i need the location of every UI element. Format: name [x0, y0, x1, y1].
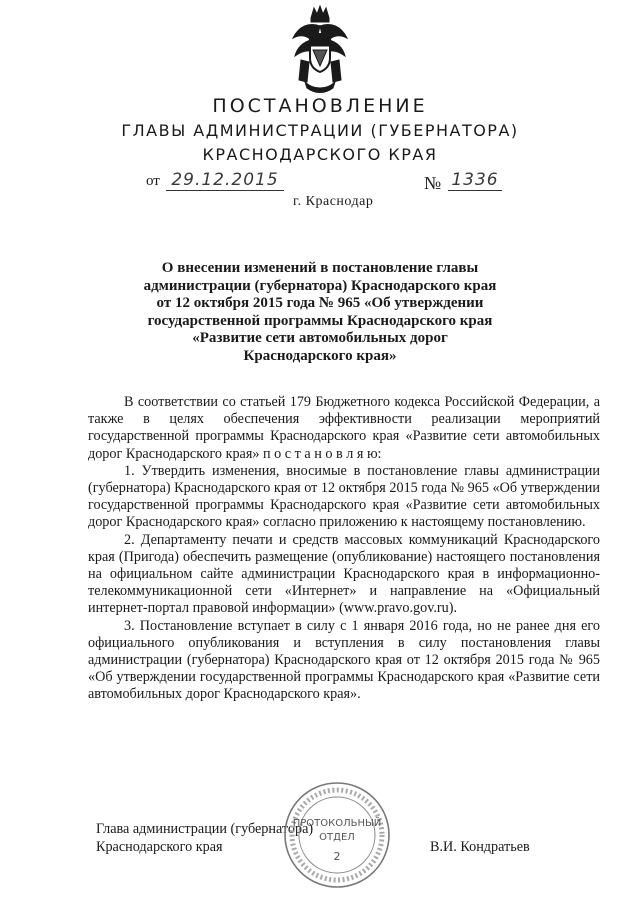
coat-of-arms-emblem: [289, 4, 351, 96]
stamp-line1: ПРОТОКОЛЬНЫЙ: [292, 818, 382, 829]
document-subtitle-line1: ГЛАВЫ АДМИНИСТРАЦИИ (ГУБЕРНАТОРА): [121, 121, 519, 140]
city-label: г. Краснодар: [293, 194, 374, 209]
number-prefix: №: [424, 173, 442, 193]
signature-name: В.И. Кондратьев: [430, 839, 530, 855]
number-handwritten: 1336: [448, 170, 502, 191]
body-paragraph: В соответствии со статьей 179 Бюджетного кодекса Российской Федерации, а также в целях обеспечения эффективности реализации мероприятий государственной программы Краснодарского края «Развитие сети автомобильных дорог Краснодарского края» п о с т а н о в л я ю:: [88, 394, 600, 462]
body-paragraph: 3. Постановление вступает в силу с 1 января 2016 года, но не ранее дня его официального опубликования и вступления в силу постановления главы администрации (губернатора) Краснодарского края от 12 октября 2015 года № 965 «Об утверждении государственной программы Краснодарского края «Развитие сети автомобильных дорог Краснодарского края».: [88, 617, 600, 703]
heading-line: государственной программы Краснодарского края: [147, 312, 493, 329]
document-body: [88, 394, 600, 704]
heading-line: от 12 октября 2015 года № 965 «Об утверждении: [156, 295, 484, 311]
stamp-number: 2: [333, 850, 341, 863]
stamp-line2: ОТДЕЛ: [319, 832, 355, 843]
heading-line: «Развитие сети автомобильных дорог: [192, 330, 448, 346]
signature-position-line2: Краснодарского края: [96, 839, 223, 855]
document-heading: [130, 260, 510, 365]
signature-position-line1: Глава администрации (губернатора): [96, 821, 314, 837]
document-subtitle-line2: КРАСНОДАРСКОГО КРАЯ: [202, 145, 438, 164]
heading-line: О внесении изменений в постановление главы: [161, 260, 479, 276]
body-paragraph: 2. Департаменту печати и средств массовых коммуникаций Краснодарского края (Пригода) обеспечить размещение (опубликование) настоящего постановления на официальном сайте администрации Краснодарского края в информационно-телекоммуникационной сети «Интернет» и направление на «Официальный интернет-портал правовой информации» (www.pravo.gov.ru).: [88, 531, 600, 617]
heading-line: Краснодарского края»: [243, 347, 397, 364]
date-handwritten: 29.12.2015: [166, 170, 284, 191]
protocol-department-stamp: [282, 780, 392, 890]
date-prefix: от: [146, 173, 160, 189]
document-title: ПОСТАНОВЛЕНИЕ: [212, 95, 428, 117]
body-paragraph: 1. Утвердить изменения, вносимые в постановление главы администрации (губернатора) Краснодарского края от 12 октября 2015 года № 965 «Об утверждении государственной программы Краснодарского края «Развитие сети автомобильных дорог Краснодарского края» согласно приложению к настоящему постановлению.: [88, 462, 600, 531]
heading-line: администрации (губернатора) Краснодарского края: [143, 277, 497, 294]
